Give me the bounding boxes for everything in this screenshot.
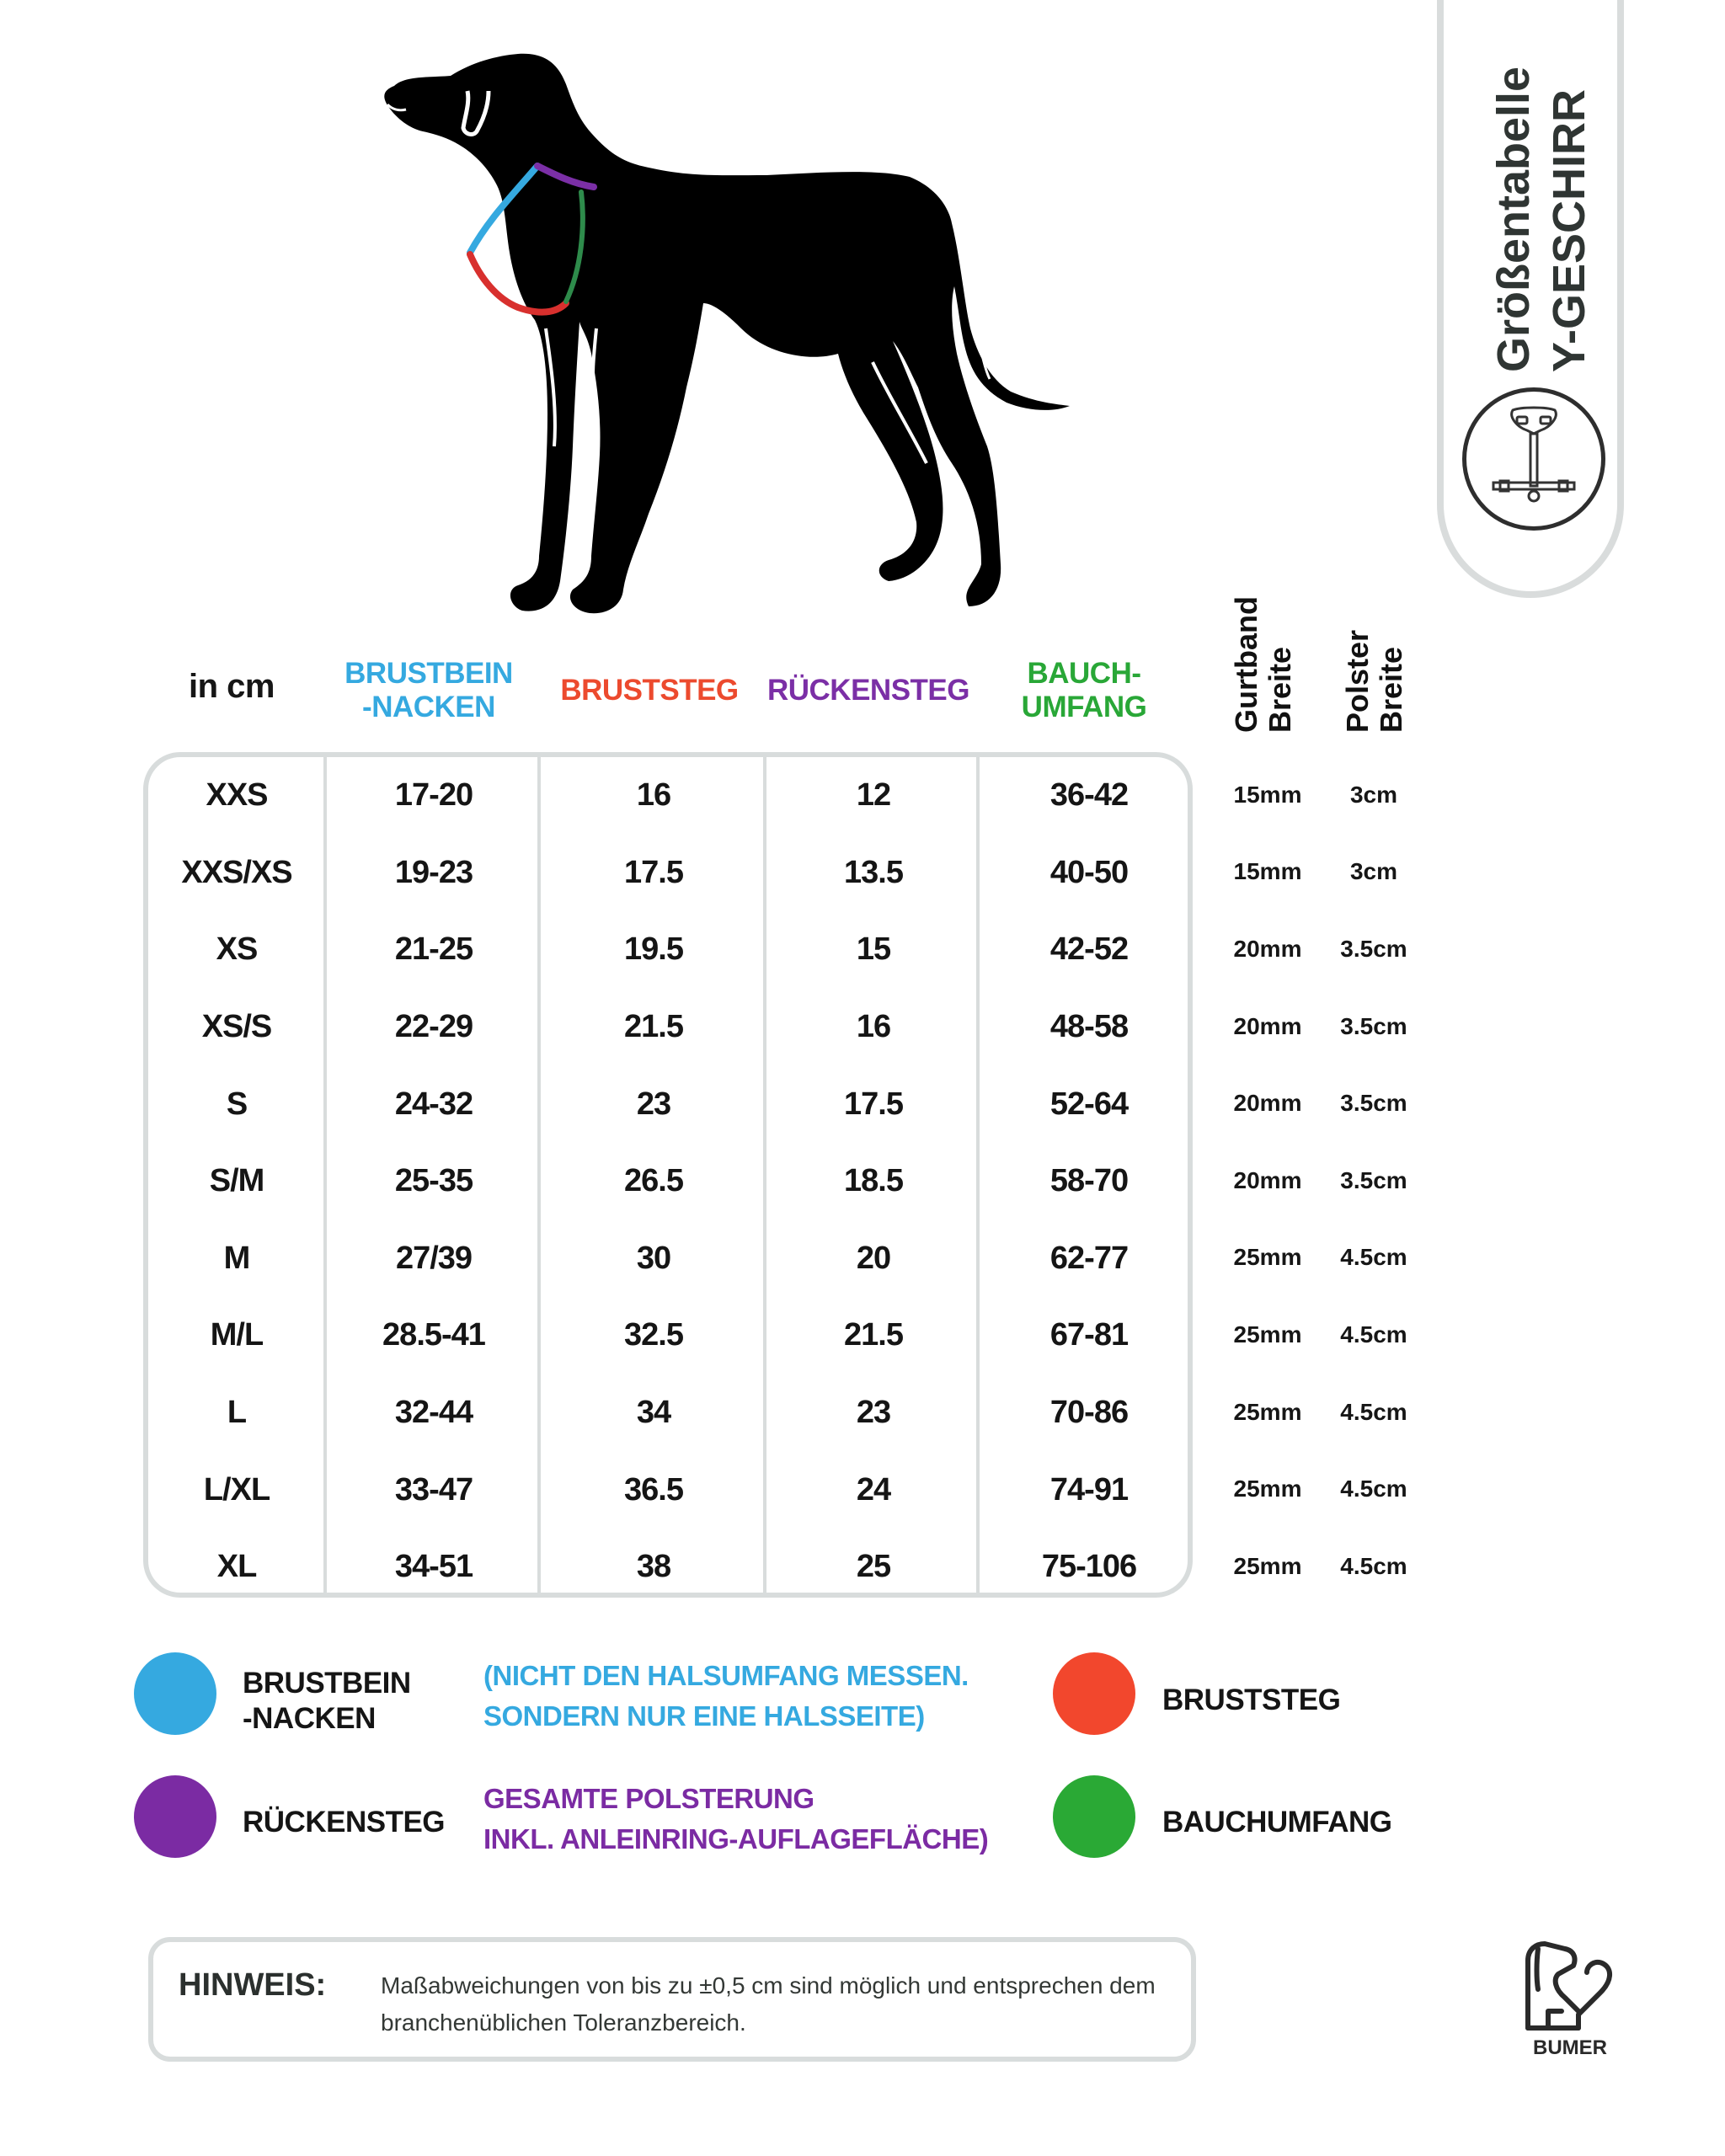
header-brustbein-nacken xyxy=(323,657,534,724)
value-cell-brustbein: 22-29 xyxy=(394,1009,473,1045)
value-cell-brustbein: 32-44 xyxy=(394,1395,473,1431)
value-cell-polster: 3cm xyxy=(1349,781,1398,808)
value-cell-gurtband: 25mm xyxy=(1233,1476,1302,1502)
value-cell-gurtband: 20mm xyxy=(1233,1166,1302,1193)
legend-note-rueckensteg xyxy=(483,1779,988,1860)
value-cell-bauch: 42-52 xyxy=(1049,931,1129,968)
hint-box xyxy=(148,1937,1196,2062)
value-cell-bauch: 62-77 xyxy=(1049,1240,1129,1276)
table-row xyxy=(148,1374,1188,1452)
value-cell-bruststeg: 23 xyxy=(636,1086,671,1122)
size-cell: XXS xyxy=(206,777,268,814)
value-cell-polster: 4.5cm xyxy=(1340,1321,1407,1348)
value-cell-bruststeg: 34 xyxy=(636,1395,671,1431)
table-row xyxy=(148,835,1188,912)
value-cell-brustbein: 19-23 xyxy=(394,854,473,890)
value-cell-gurtband: 20mm xyxy=(1233,1090,1302,1117)
legend-note-text: (NICHT DEN HALSUMFANG MESSEN. xyxy=(483,1660,969,1691)
value-cell-gurtband: 15mm xyxy=(1233,781,1302,808)
value-cell-bruststeg: 16 xyxy=(636,777,671,814)
value-cell-gurtband: 25mm xyxy=(1233,1552,1302,1579)
value-cell-brustbein: 33-47 xyxy=(394,1471,473,1508)
header-bruststeg: BRUSTSTEG xyxy=(560,674,739,707)
value-cell-rueckensteg: 23 xyxy=(856,1395,891,1431)
title-tab xyxy=(1437,0,1624,598)
table-row xyxy=(148,1451,1188,1529)
header-polster-breite xyxy=(1341,630,1408,733)
table-row xyxy=(148,1220,1188,1298)
table-row xyxy=(148,757,1188,835)
value-cell-brustbein: 34-51 xyxy=(394,1549,473,1585)
value-cell-bauch: 58-70 xyxy=(1049,1163,1129,1199)
value-cell-bauch: 48-58 xyxy=(1049,1009,1129,1045)
value-cell-bruststeg: 17.5 xyxy=(624,854,683,890)
size-cell: S/M xyxy=(209,1163,264,1199)
value-cell-gurtband: 25mm xyxy=(1233,1398,1302,1425)
legend-note-text: GESAMTE POLSTERUNG xyxy=(483,1783,814,1814)
value-cell-bruststeg: 21.5 xyxy=(624,1009,683,1045)
table-row xyxy=(148,911,1188,989)
value-cell-polster: 4.5cm xyxy=(1340,1398,1407,1425)
size-cell: XS/S xyxy=(201,1009,272,1045)
hint-text: Maßabweichungen von bis zu ±0,5 cm sind möglich und entsprechen dem branchenüblichen Toleranzbereich. xyxy=(381,1972,1156,2036)
value-cell-gurtband: 25mm xyxy=(1233,1321,1302,1348)
size-cell: XXS/XS xyxy=(181,854,292,890)
size-cell: XS xyxy=(216,931,258,968)
size-cell: XL xyxy=(216,1549,257,1585)
dog-heart-logo-icon xyxy=(1516,1937,1634,2038)
table-row xyxy=(148,989,1188,1066)
title-block xyxy=(1461,66,1604,379)
value-cell-rueckensteg: 21.5 xyxy=(844,1317,903,1353)
value-cell-bauch: 36-42 xyxy=(1049,777,1129,814)
value-cell-polster: 3.5cm xyxy=(1340,1012,1407,1039)
value-cell-bruststeg: 30 xyxy=(636,1240,671,1276)
header-bauchumfang xyxy=(977,657,1191,724)
size-cell: L xyxy=(227,1395,247,1431)
value-cell-rueckensteg: 17.5 xyxy=(844,1086,903,1122)
header-gurtband-breite xyxy=(1230,596,1297,733)
brand-logo xyxy=(1516,1937,1634,2063)
header-text: UMFANG xyxy=(1021,691,1147,723)
value-cell-gurtband: 25mm xyxy=(1233,1244,1302,1271)
header-text: Gurtband xyxy=(1229,596,1263,733)
table-row xyxy=(148,1529,1188,1598)
value-cell-brustbein: 21-25 xyxy=(394,931,473,968)
header-text: Breite xyxy=(1263,646,1297,733)
value-cell-bauch: 70-86 xyxy=(1049,1395,1129,1431)
logo-text: BUMER xyxy=(1533,2036,1607,2059)
dog-measurement-illustration xyxy=(371,51,1112,640)
value-cell-bauch: 52-64 xyxy=(1049,1086,1129,1122)
legend-dot-green xyxy=(1053,1775,1135,1858)
table-row xyxy=(148,1297,1188,1374)
value-cell-brustbein: 25-35 xyxy=(394,1163,473,1199)
value-cell-rueckensteg: 12 xyxy=(856,777,891,814)
value-cell-gurtband: 15mm xyxy=(1233,858,1302,885)
legend-note-brustbein xyxy=(483,1656,969,1737)
value-cell-brustbein: 28.5-41 xyxy=(382,1317,485,1353)
legend-label-rueckensteg: RÜCKENSTEG xyxy=(243,1806,446,1838)
legend-note-text: SONDERN NUR EINE HALSSEITE) xyxy=(483,1700,925,1732)
legend-dot-red xyxy=(1053,1652,1135,1735)
legend-label-bauchumfang: BAUCHUMFANG xyxy=(1162,1806,1392,1838)
header-rueckensteg: RÜCKENSTEG xyxy=(766,674,970,707)
size-cell: M xyxy=(223,1240,250,1276)
size-cell: L/XL xyxy=(203,1471,270,1508)
value-cell-bruststeg: 38 xyxy=(636,1549,671,1585)
legend-note-text: INKL. ANLEINRING-AUFLAGEFLÄCHE) xyxy=(483,1823,989,1854)
value-cell-bauch: 67-81 xyxy=(1049,1317,1129,1353)
value-cell-rueckensteg: 16 xyxy=(856,1009,891,1045)
y-harness-icon xyxy=(1462,387,1605,531)
value-cell-rueckensteg: 15 xyxy=(856,931,891,968)
table-row xyxy=(148,1065,1188,1143)
value-cell-polster: 3.5cm xyxy=(1340,936,1407,962)
size-cell: M/L xyxy=(210,1317,264,1353)
legend-dot-blue xyxy=(134,1652,216,1735)
value-cell-rueckensteg: 13.5 xyxy=(844,854,903,890)
value-cell-bruststeg: 36.5 xyxy=(624,1471,683,1508)
size-table xyxy=(143,752,1193,1598)
hint-title: HINWEIS: xyxy=(179,1967,327,2003)
value-cell-polster: 3cm xyxy=(1349,858,1398,885)
size-cell: S xyxy=(226,1086,248,1122)
value-cell-bauch: 75-106 xyxy=(1041,1549,1137,1585)
value-cell-rueckensteg: 25 xyxy=(856,1549,891,1585)
header-text: BRUSTBEIN xyxy=(344,657,513,690)
value-cell-gurtband: 20mm xyxy=(1233,936,1302,962)
value-cell-brustbein: 27/39 xyxy=(395,1240,473,1276)
value-cell-brustbein: 24-32 xyxy=(394,1086,473,1122)
title-line-2: Y-GESCHIRR xyxy=(1544,88,1594,372)
value-cell-bruststeg: 19.5 xyxy=(624,931,683,968)
value-cell-bruststeg: 26.5 xyxy=(624,1163,683,1199)
table-row xyxy=(148,1143,1188,1220)
value-cell-rueckensteg: 20 xyxy=(856,1240,891,1276)
value-cell-polster: 3.5cm xyxy=(1340,1166,1407,1193)
unit-label: in cm xyxy=(189,668,275,705)
dog-silhouette-icon xyxy=(371,51,1112,640)
value-cell-polster: 4.5cm xyxy=(1340,1476,1407,1502)
header-text: BAUCH- xyxy=(1027,657,1141,690)
legend-label-brustbein xyxy=(243,1666,411,1737)
legend-label-bruststeg: BRUSTSTEG xyxy=(1162,1684,1341,1716)
value-cell-bauch: 40-50 xyxy=(1049,854,1129,890)
header-text: -NACKEN xyxy=(362,691,495,723)
value-cell-polster: 4.5cm xyxy=(1340,1552,1407,1579)
value-cell-gurtband: 20mm xyxy=(1233,1012,1302,1039)
value-cell-polster: 3.5cm xyxy=(1340,1090,1407,1117)
value-cell-rueckensteg: 24 xyxy=(856,1471,891,1508)
value-cell-rueckensteg: 18.5 xyxy=(844,1163,903,1199)
title-line-1: Größentabelle xyxy=(1488,66,1539,372)
header-text: Polster xyxy=(1340,629,1375,733)
legend-dot-purple xyxy=(134,1775,216,1858)
value-cell-bruststeg: 32.5 xyxy=(624,1317,683,1353)
legend-text: -NACKEN xyxy=(243,1702,376,1735)
value-cell-bauch: 74-91 xyxy=(1049,1471,1129,1508)
value-cell-polster: 4.5cm xyxy=(1340,1244,1407,1271)
legend-text: BRUSTBEIN xyxy=(243,1667,411,1700)
header-text: Breite xyxy=(1374,646,1408,733)
value-cell-brustbein: 17-20 xyxy=(394,777,473,814)
